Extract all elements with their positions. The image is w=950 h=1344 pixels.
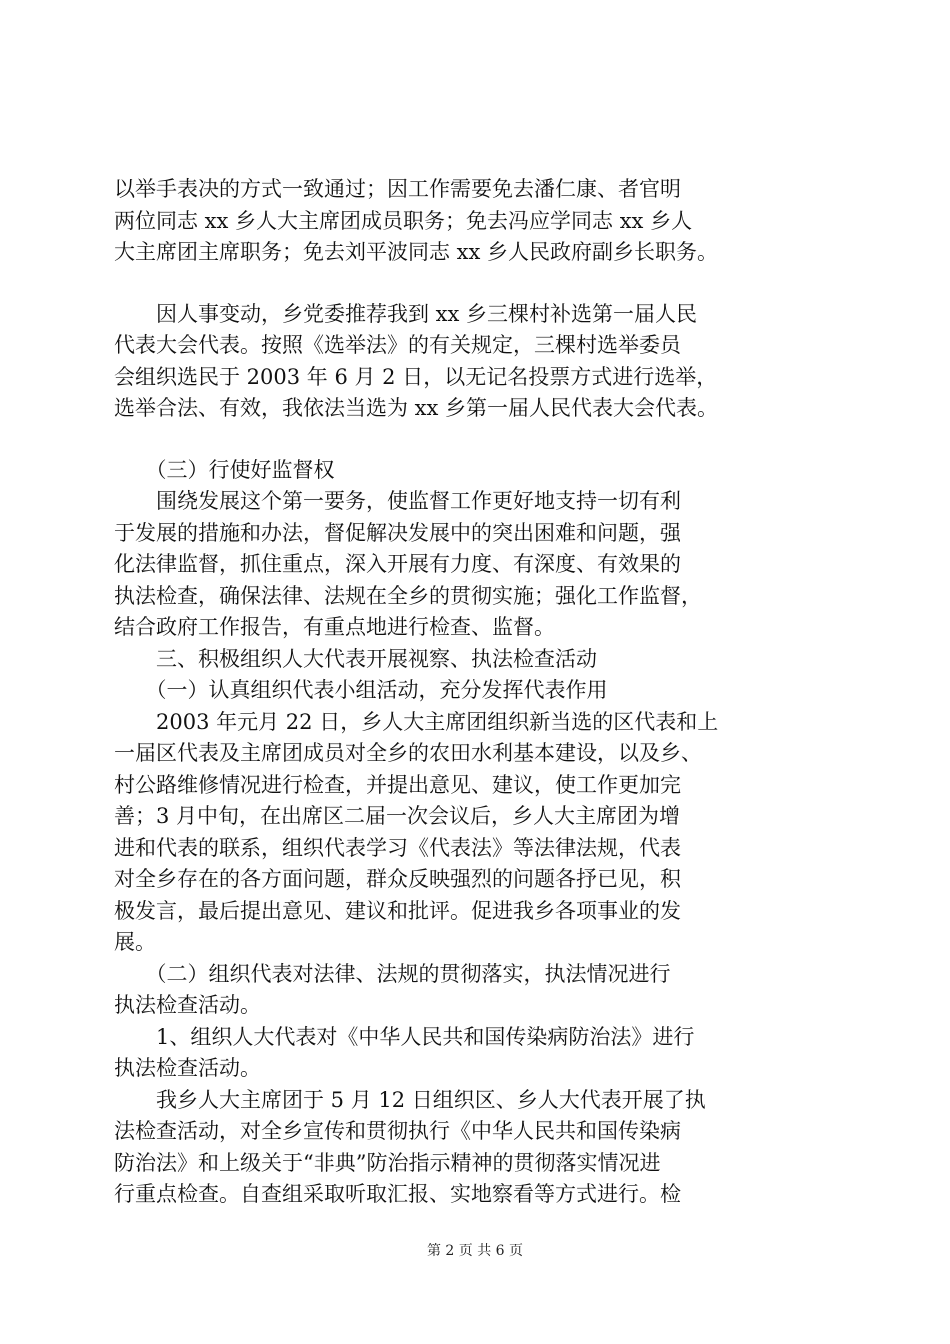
text-line: 对全乡存在的各方面问题，群众反映强烈的问题各抒已见，积 <box>114 867 681 891</box>
text-line: 村公路维修情况进行检查，并提出意见、建议，使工作更加完 <box>114 772 681 797</box>
text-line: 我乡人大主席团于 5 月 12 日组织区、乡人大代表开展了执 <box>114 1087 706 1112</box>
text-line: 以举手表决的方式一致通过；因工作需要免去潘仁康、者官明 <box>114 177 681 201</box>
paragraph-3 <box>114 455 844 1211</box>
text-line: 因人事变动，乡党委推荐我到 xx 乡三棵村补选第一届人民 <box>114 301 698 326</box>
text-line: 大主席团主席职务；免去刘平波同志 xx 乡人民政府副乡长职务。 <box>114 240 719 264</box>
section-heading: 1、组织人大代表对《中华人民共和国传染病防治法》进行 <box>114 1024 695 1049</box>
text-line: 于发展的措施和办法，督促解决发展中的突出困难和问题，强 <box>114 520 681 545</box>
page-number-footer: 第 2 页 共 6 页 <box>426 1243 524 1259</box>
text-line: 会组织选民于 2003 年 6 月 2 日，以无记名投票方式进行选举， <box>114 364 718 389</box>
document-body <box>114 174 844 1211</box>
text-line: 进和代表的联系，组织代表学习《代表法》等法律法规，代表 <box>114 835 681 860</box>
text-line: 两位同志 xx 乡人大主席团成员职务；免去冯应学同志 xx 乡人 <box>114 208 693 233</box>
text-line: 执法检查活动。 <box>114 1056 261 1080</box>
text-line: 防治法》和上级关于“非典”防治指示精神的贯彻落实情况进 <box>114 1150 661 1175</box>
text-line: 围绕发展这个第一要务，使监督工作更好地支持一切有利 <box>114 489 681 513</box>
paragraph-2 <box>114 299 844 425</box>
text-line: 执法检查活动。 <box>114 993 261 1017</box>
section-heading: （三）行使好监督权 <box>114 457 335 482</box>
text-line: 化法律监督，抓住重点，深入开展有力度、有深度、有效果的 <box>114 552 681 576</box>
text-line: 执法检查，确保法律、法规在全乡的贯彻实施；强化工作监督， <box>114 583 702 608</box>
section-heading: 三、积极组织人大代表开展视察、执法检查活动 <box>114 646 597 671</box>
text-line: 展。 <box>114 930 156 954</box>
section-heading: （一）认真组织代表小组活动，充分发挥代表作用 <box>114 678 608 702</box>
text-line: 一届区代表及主席团成员对全乡的农田水利基本建设，以及乡、 <box>114 741 702 765</box>
text-line: 结合政府工作报告，有重点地进行检查、监督。 <box>114 615 555 639</box>
text-line: 代表大会代表。按照《选举法》的有关规定，三棵村选举委员 <box>114 333 681 357</box>
text-line: 法检查活动，对全乡宣传和贯彻执行《中华人民共和国传染病 <box>114 1119 681 1143</box>
text-line: 2003 年元月 22 日，乡人大主席团组织新当选的区代表和上 <box>114 709 719 734</box>
paragraph-1 <box>114 174 844 269</box>
text-line: 选举合法、有效，我依法当选为 xx 乡第一届人民代表大会代表。 <box>114 396 719 420</box>
text-line: 极发言，最后提出意见、建议和批评。促进我乡各项事业的发 <box>114 898 681 923</box>
text-line: 行重点检查。自查组采取听取汇报、实地察看等方式进行。检 <box>114 1182 681 1206</box>
text-line: 善；3 月中旬，在出席区二届一次会议后，乡人大主席团为增 <box>114 804 681 828</box>
section-heading: （二）组织代表对法律、法规的贯彻落实，执法情况进行 <box>114 961 671 986</box>
